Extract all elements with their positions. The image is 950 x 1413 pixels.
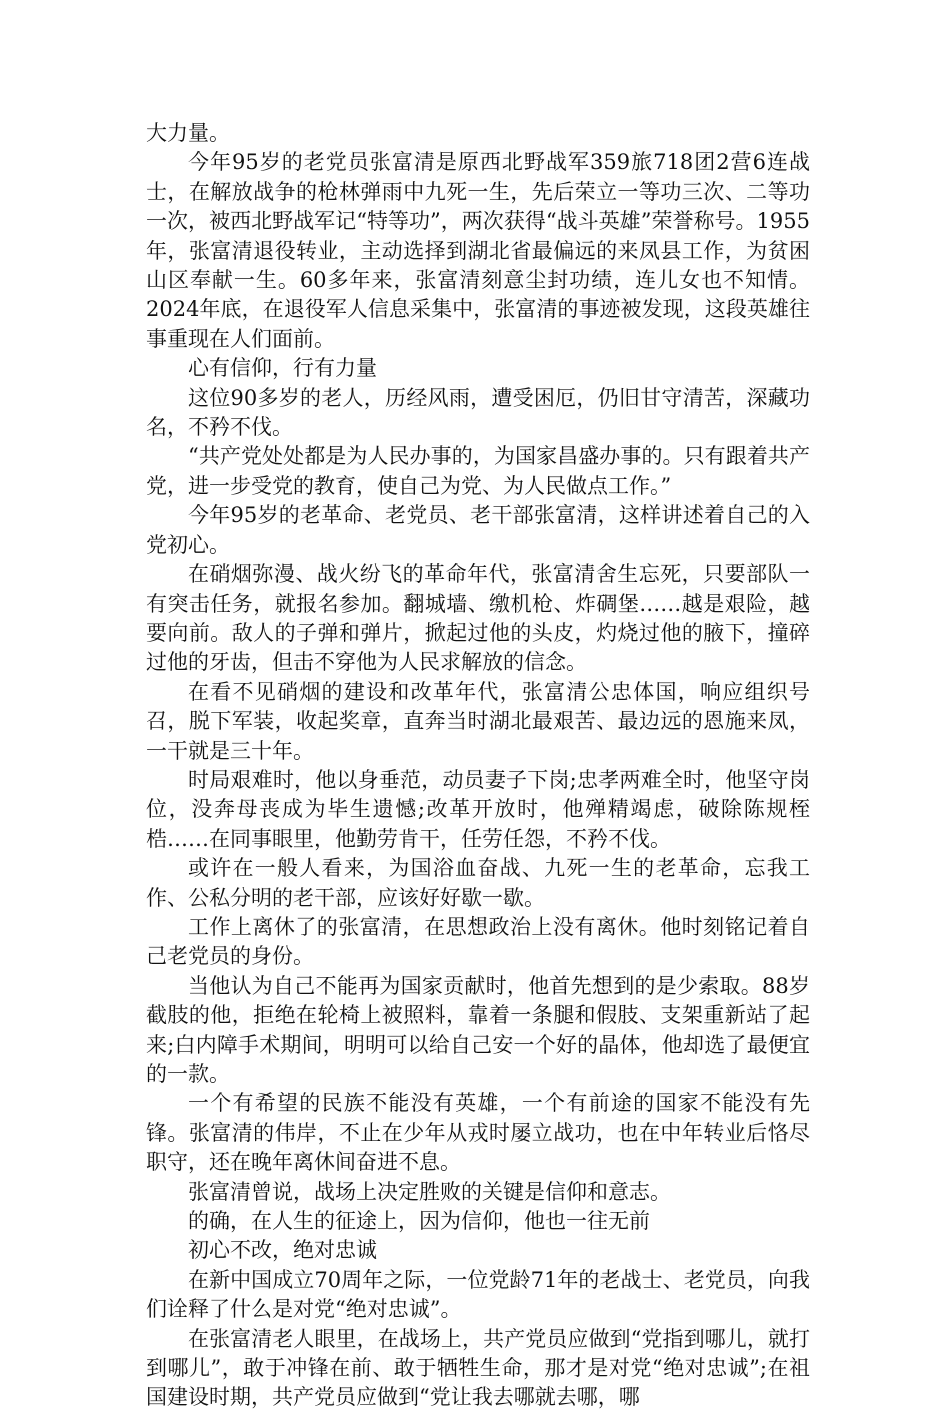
- paragraph: 或许在一般人看来，为国浴血奋战、九死一生的老革命，忘我工作、公私分明的老干部，应该好好歇一歇。: [146, 856, 810, 910]
- paragraph: 在硝烟弥漫、战火纷飞的革命年代，张富清舍生忘死，只要部队一有突击任务，就报名参加。翻城墙、缴机枪、炸碉堡……越是艰险，越要向前。敌人的子弹和弹片，掀起过他的头皮，灼烧过他的腋下，撞碎过他的牙齿，但击不穿他为人民求解放的信念。: [146, 562, 810, 675]
- paragraph: 时局艰难时，他以身垂范，动员妻子下岗;忠孝两难全时，他坚守岗位，没奔母丧成为毕生遗憾;改革开放时，他殚精竭虑，破除陈规桎梏……在同事眼里，他勤劳肯干，任劳任怨，不矜不伐。: [146, 767, 810, 851]
- paragraph-continuation: 大力量。: [146, 121, 230, 145]
- paragraph: 张富清曾说，战场上决定胜败的关键是信仰和意志。: [188, 1179, 671, 1204]
- paragraph: 今年95岁的老革命、老党员、老干部张富清，这样讲述着自己的入党初心。: [146, 503, 810, 557]
- document-body: [146, 119, 810, 1413]
- paragraph-quote: “共产党处处都是为人民办事的，为国家昌盛办事的。只有跟着共产党，进一步受党的教育，使自己为党、为人民做点工作。”: [146, 444, 810, 498]
- paragraph: 在看不见硝烟的建设和改革年代，张富清公忠体国，响应组织号召，脱下军装，收起奖章，直奔当时湖北最艰苦、最边远的恩施来凤，一干就是三十年。: [146, 679, 810, 763]
- paragraph: 在新中国成立70周年之际，一位党龄71年的老战士、老党员，向我们诠释了什么是对党“绝对忠诚”。: [146, 1267, 810, 1322]
- section-heading: 初心不改，绝对忠诚: [188, 1238, 377, 1263]
- paragraph: 的确，在人生的征途上，因为信仰，他也一往无前: [188, 1209, 650, 1234]
- paragraph: 当他认为自己不能再为国家贡献时，他首先想到的是少索取。88岁截肢的他，拒绝在轮椅上被照料，靠着一条腿和假肢、支架重新站了起来;白内障手术期间，明明可以给自己安一个好的晶体，他却选了最便宜的一款。: [146, 973, 810, 1086]
- paragraph: 一个有希望的民族不能没有英雄，一个有前途的国家不能没有先锋。张富清的伟岸，不止在少年从戎时屡立战功，也在中年转业后恪尽职守，还在晚年离休间奋进不息。: [146, 1091, 810, 1175]
- paragraph: 工作上离休了的张富清，在思想政治上没有离休。他时刻铭记着自己老党员的身份。: [146, 914, 810, 969]
- paragraph: 在张富清老人眼里，在战场上，共产党员应做到“党指到哪儿，就打到哪儿”，敢于冲锋在前、敢于牺牲生命，那才是对党“绝对忠诚”;在祖国建设时期，共产党员应做到“党让我去哪就去哪，哪: [146, 1326, 810, 1410]
- section-heading: 心有信仰，行有力量: [188, 356, 377, 381]
- paragraph: 今年95岁的老党员张富清是原西北野战军359旅718团2营6连战士，在解放战争的枪林弹雨中九死一生，先后荣立一等功三次、二等功一次，被西北野战军记“特等功”，两次获得“战斗英雄”荣誉称号。1955年，张富清退役转业，主动选择到湖北省最偏远的来凤县工作，为贫困山区奉献一生。60多年来，张富清刻意尘封功绩，连儿女也不知情。2024年底，在退役军人信息采集中，张富清的事迹被发现，这段英雄往事重现在人们面前。: [146, 150, 810, 351]
- paragraph: 这位90多岁的老人，历经风雨，遭受困厄，仍旧甘守清苦，深藏功名，不矜不伐。: [146, 385, 810, 440]
